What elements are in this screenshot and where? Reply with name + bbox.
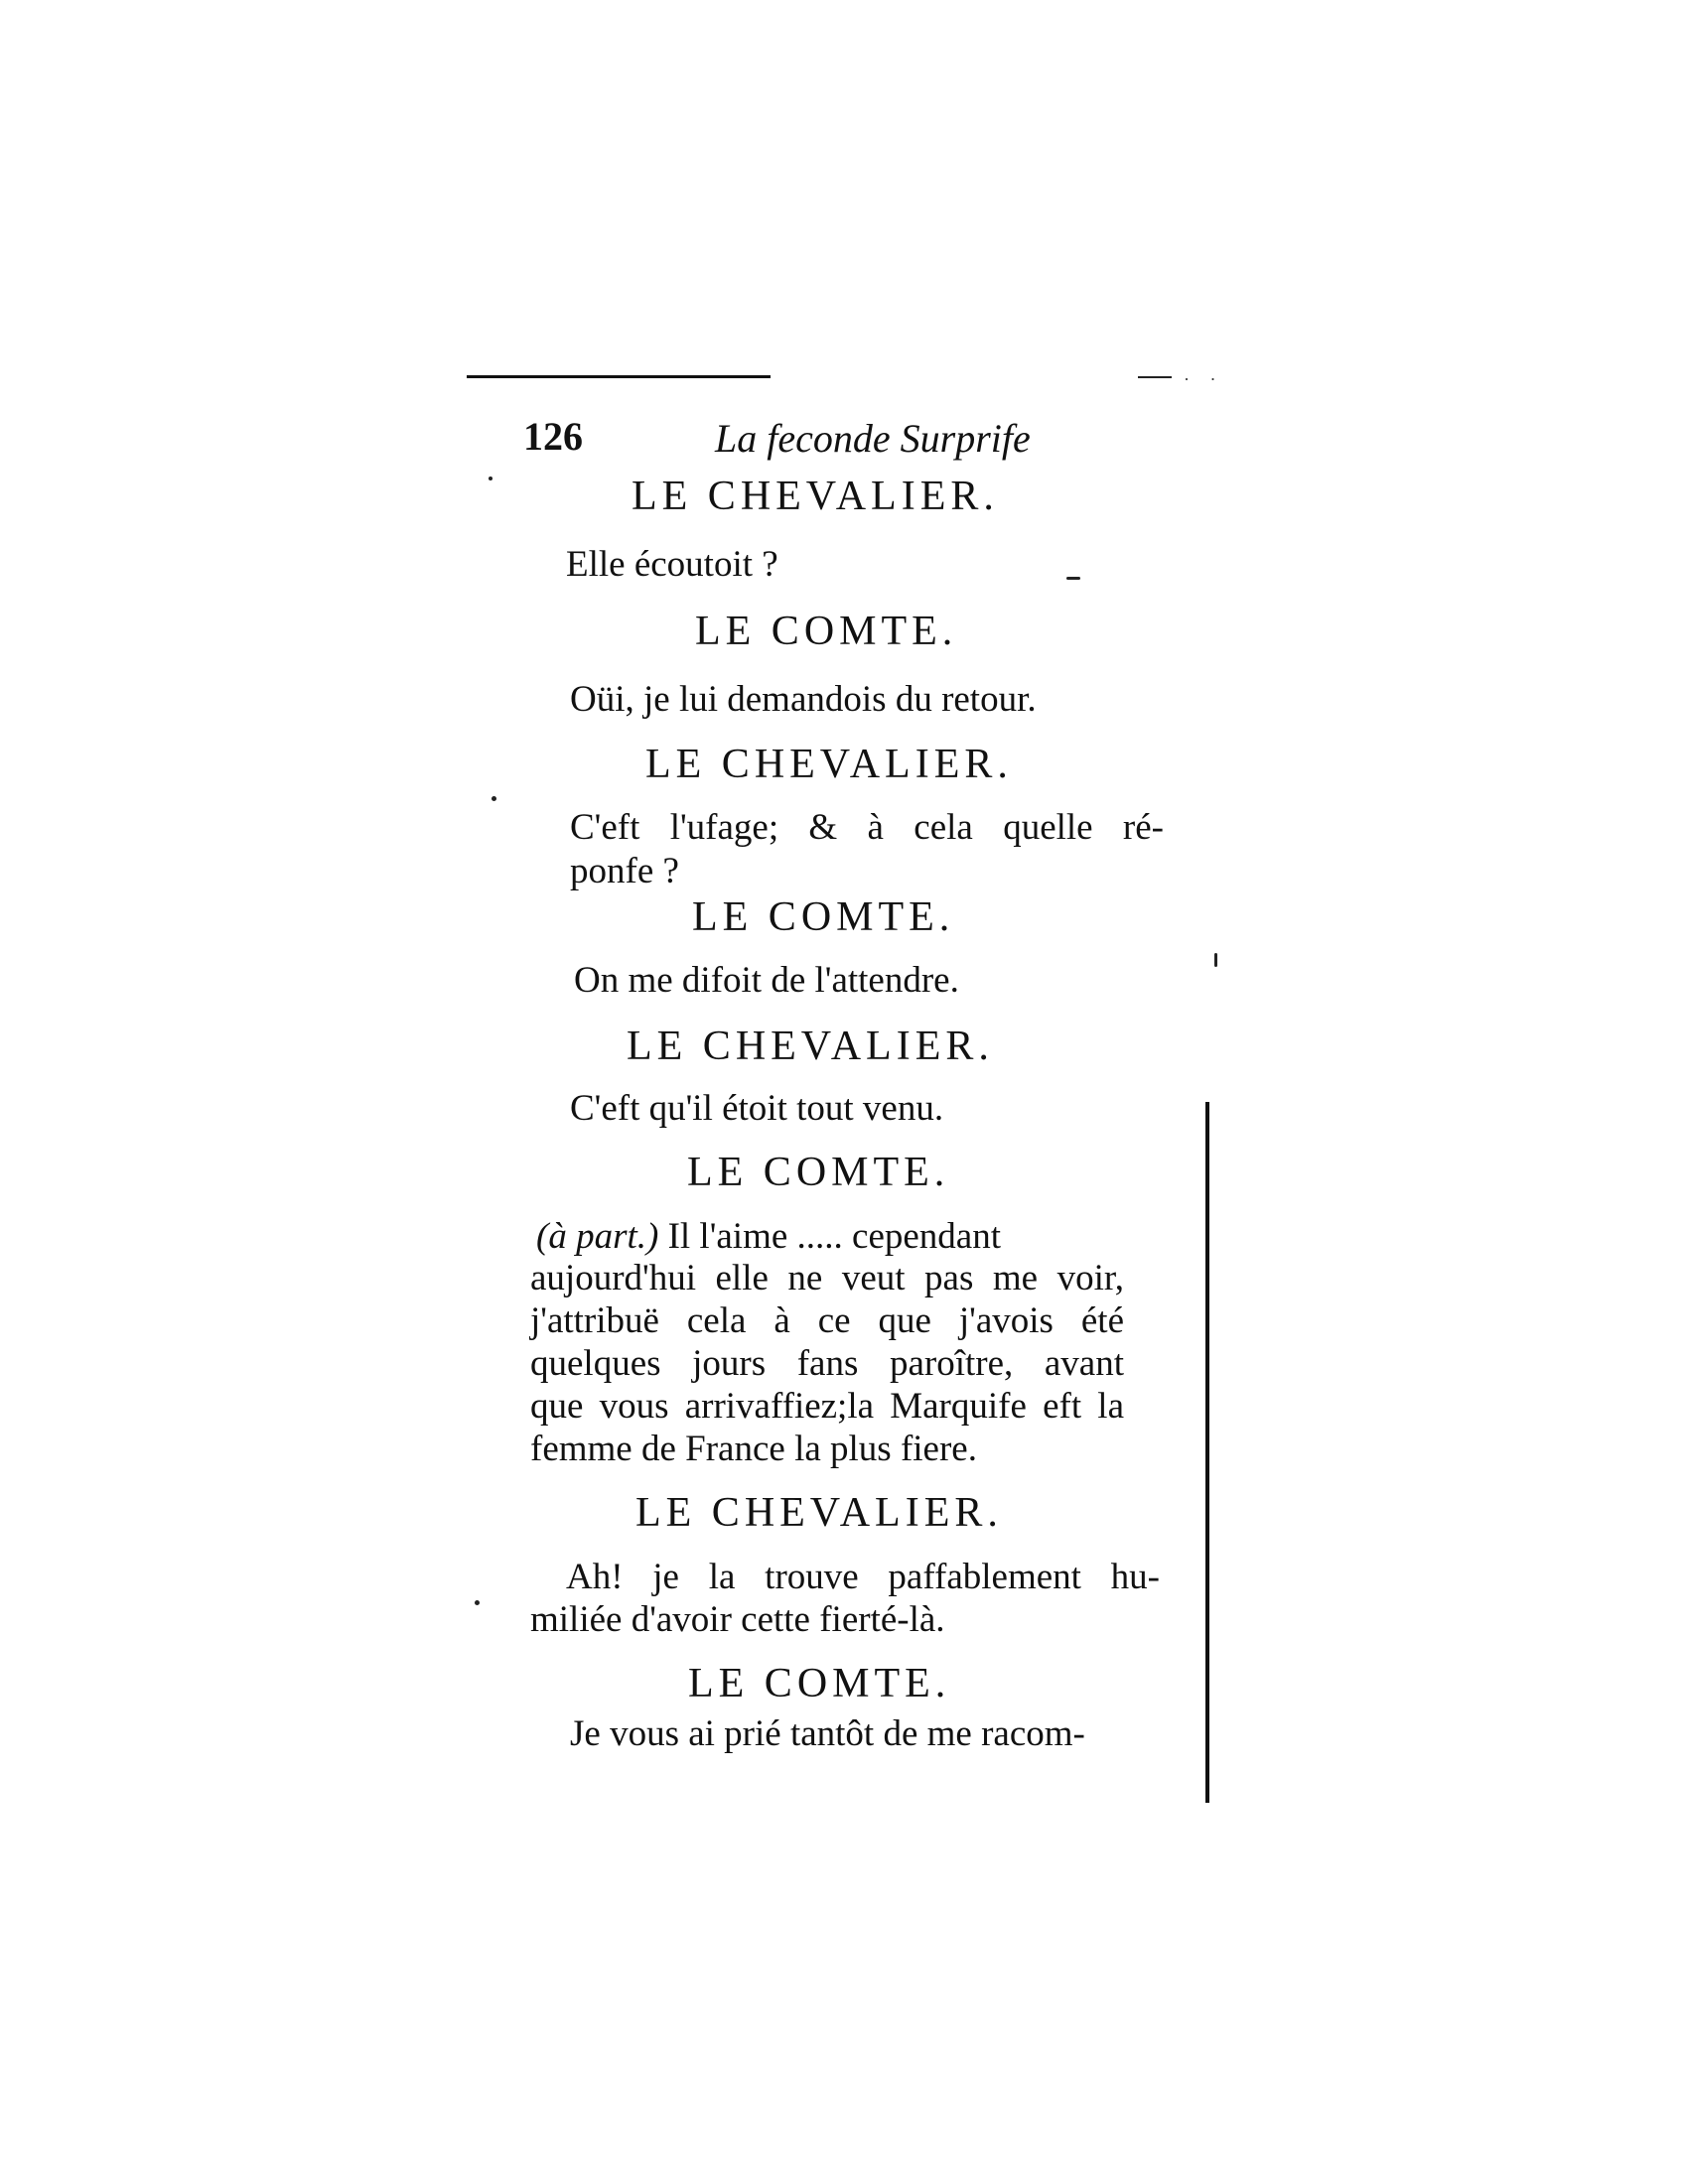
dialogue-line: Oüi, je lui demandois du retour. (570, 679, 1037, 720)
running-head (523, 413, 1079, 465)
dialogue-line-with-stage-direction (536, 1215, 1001, 1258)
dialogue-line: j'attribuë cela à ce que j'avois été (530, 1300, 1124, 1341)
dialogue-line: femme de France la plus fiere. (530, 1429, 977, 1469)
dialogue-line: ponfe ? (570, 851, 679, 891)
stage-direction: (à part.) (536, 1216, 659, 1257)
right-margin-rule (1205, 1102, 1209, 1803)
print-speck (1066, 577, 1080, 580)
speaker-heading: LE COMTE. (687, 1150, 950, 1195)
top-rule-right (1138, 376, 1172, 378)
dialogue-line: C'eft qu'il étoit tout venu. (570, 1088, 944, 1129)
top-rule-dots: · · (1184, 369, 1224, 389)
dialogue-line: C'eft l'ufage; & à cela quelle ré- (570, 807, 1164, 848)
top-rule-left (467, 375, 771, 378)
dialogue-line: que vous arrivaffiez;la Marquife eft la (530, 1386, 1124, 1427)
running-title: La feconde Surprife (715, 416, 1031, 461)
dialogue-line: On me difoit de l'attendre. (574, 960, 959, 1001)
dialogue-line: Je vous ai prié tantôt de me racom- (570, 1713, 1085, 1754)
page-number: 126 (523, 414, 583, 459)
dialogue-line: miliée d'avoir cette fierté-là. (530, 1599, 945, 1640)
speaker-heading: LE CHEVALIER. (632, 474, 999, 519)
speaker-heading: LE CHEVALIER. (627, 1024, 994, 1069)
speaker-heading: LE COMTE. (692, 894, 955, 940)
speaker-heading: LE CHEVALIER. (645, 742, 1013, 787)
dialogue-line: aujourd'hui elle ne veut pas me voir, (530, 1258, 1124, 1298)
dialogue-line: Ah! je la trouve paffablement hu- (566, 1557, 1160, 1597)
print-speck (1214, 953, 1217, 967)
print-speck (475, 1600, 480, 1605)
print-speck (492, 796, 496, 801)
dialogue-line: quelques jours fans paroître, avant (530, 1343, 1124, 1384)
dialogue-line: Elle écoutoit ? (566, 544, 778, 585)
speaker-heading: LE CHEVALIER. (635, 1490, 1003, 1536)
speaker-heading: LE COMTE. (695, 609, 958, 654)
print-speck (489, 477, 492, 480)
dialogue-line-text: Il l'aime ..... cependant (667, 1216, 1001, 1257)
speaker-heading: LE COMTE. (688, 1661, 951, 1706)
